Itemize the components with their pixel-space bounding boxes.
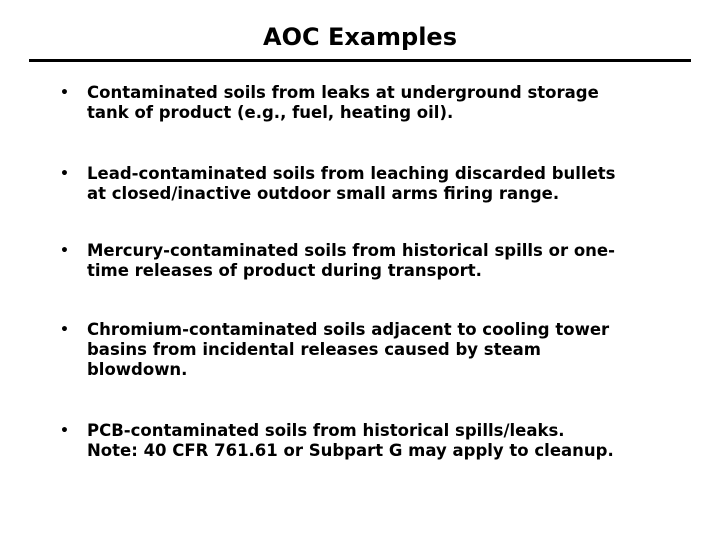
bullet-item bbox=[60, 164, 670, 204]
bullet-icon: • bbox=[60, 166, 69, 182]
bullet-item bbox=[60, 83, 670, 123]
bullet-icon: • bbox=[60, 85, 69, 101]
bullet-icon: • bbox=[60, 322, 69, 338]
bullet-icon: • bbox=[60, 243, 69, 259]
bullet-text: PCB-contaminated soils from historical spills/leaks. Note: 40 CFR 761.61 or Subpart G may apply to cleanup. bbox=[87, 421, 614, 460]
bullet-text: Lead-contaminated soils from leaching discarded bullets at closed/inactive outdoor small arms firing range. bbox=[87, 164, 616, 203]
bullet-text: Chromium-contaminated soils adjacent to cooling tower basins from incidental releases caused by steam blowdown. bbox=[87, 320, 610, 379]
title-divider bbox=[29, 59, 691, 62]
bullet-text: Contaminated soils from leaks at underground storage tank of product (e.g., fuel, heating oil). bbox=[87, 83, 599, 122]
bullet-item bbox=[60, 320, 670, 380]
bullet-text: Mercury-contaminated soils from historical spills or one- time releases of product during transport. bbox=[87, 241, 615, 280]
bullet-icon: • bbox=[60, 423, 69, 439]
bullet-item bbox=[60, 241, 670, 281]
bullet-item bbox=[60, 421, 670, 461]
slide-title: AOC Examples bbox=[263, 23, 457, 51]
